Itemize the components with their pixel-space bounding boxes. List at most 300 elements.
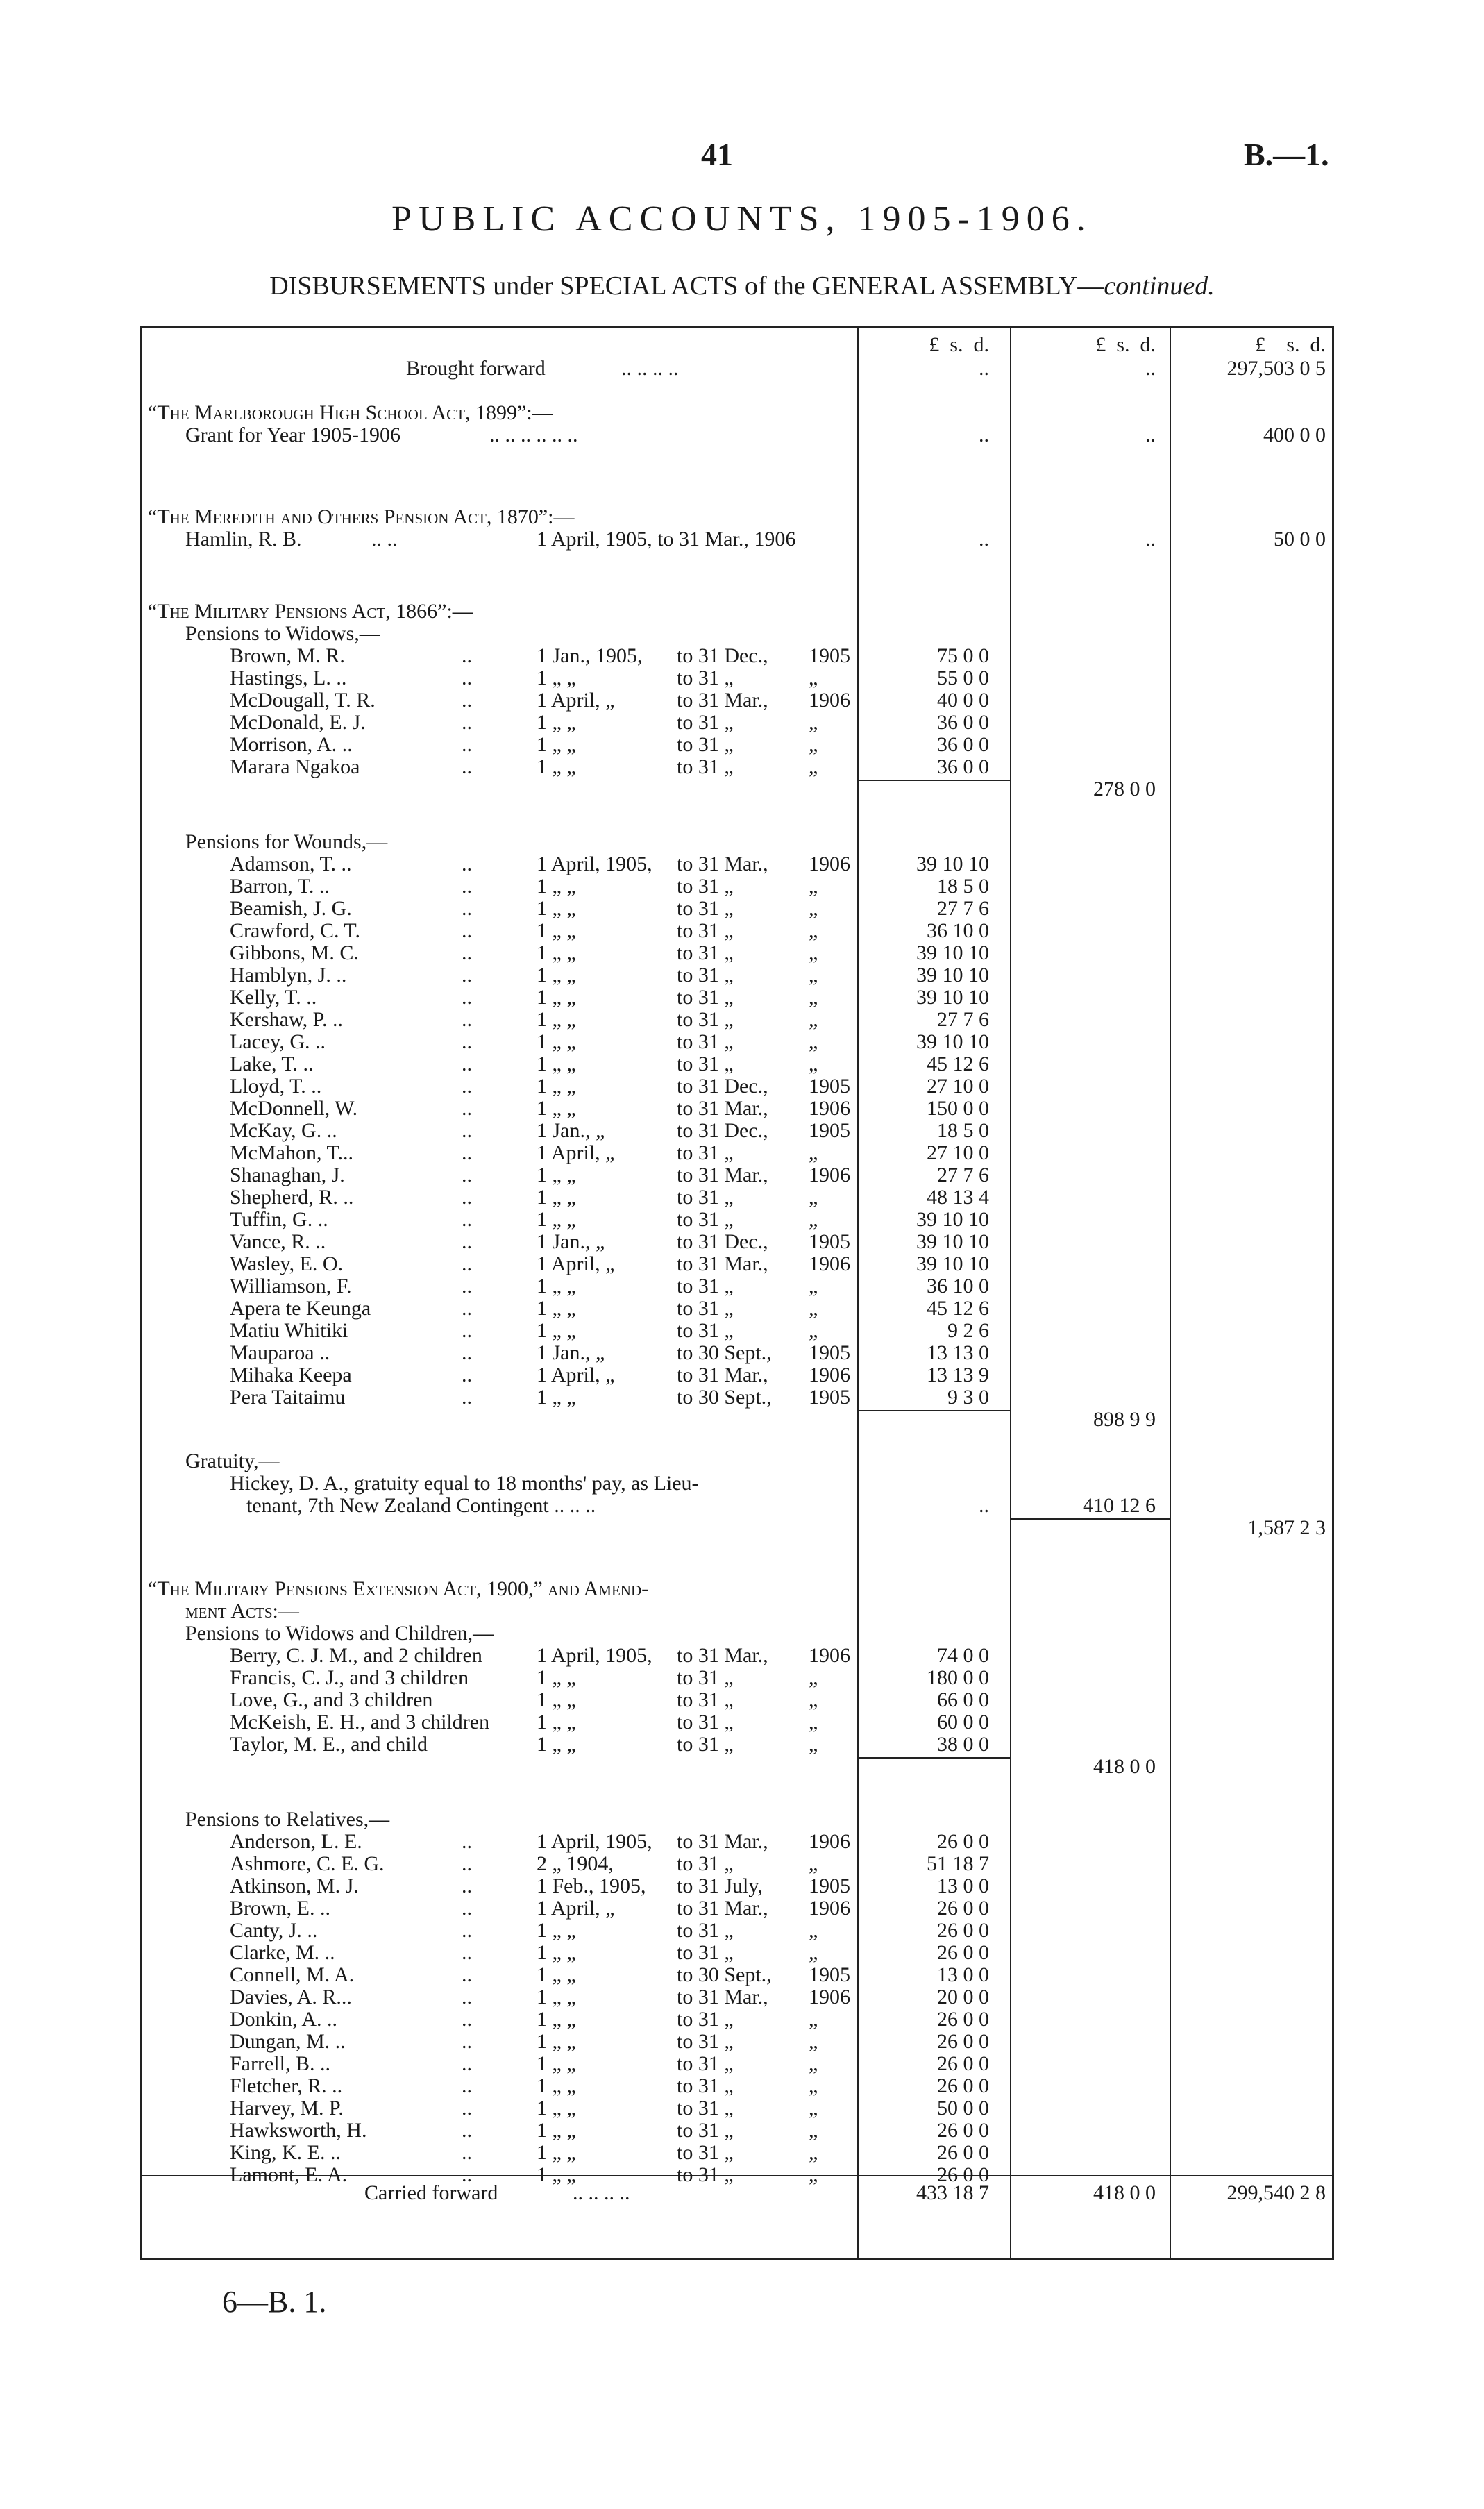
leader-dots: .. .. [371,528,398,551]
entry-name: Brown, E. .. [230,1897,330,1920]
amount-col3: 400 0 0 [1263,423,1326,446]
amount-col1: .. [979,1494,989,1517]
entry-to-date: to 31 Mar., [677,1097,768,1120]
entry-to-date: to 31 Dec., [677,1119,768,1142]
leader-dots: .. [462,755,472,778]
pension-row [142,987,1336,1009]
pension-row [142,1320,1336,1342]
amount-col1: 39 10 10 [916,1230,989,1253]
leader-dots: .. [462,1986,472,2008]
entry-to-date: to 31 „ [677,1052,734,1075]
entry-to-date: to 31 „ [677,1186,734,1209]
entry-year: „ [809,1297,818,1320]
entry-from-date: 1 „ „ [537,1208,576,1231]
amount-col1: 26 0 0 [937,2030,989,2053]
amount-col1: 13 0 0 [937,1874,989,1897]
amount-col2: .. [1145,423,1156,446]
entry-year: „ [809,2030,818,2053]
leader-dots: .. [462,1341,472,1364]
entry-year: „ [809,2097,818,2120]
entry-year: 1906 [809,1897,850,1920]
amount-col2: 418 0 0 [1093,2181,1156,2204]
entry-to-date: to 31 Mar., [677,1986,768,2008]
entry-year: „ [809,1688,818,1711]
disbursements-table [140,326,1334,2260]
entry-year: 1906 [809,1097,850,1120]
entry-name: Clarke, M. .. [230,1941,335,1964]
group-heading: Pensions to Relatives,— [185,1808,390,1831]
amount-col1: 180 0 0 [927,1666,989,1689]
amount-col1: 26 0 0 [937,2163,989,2186]
entry-to-date: to 31 „ [677,1319,734,1342]
pension-row [142,1298,1336,1320]
pension-row [142,1031,1336,1053]
entry-to-date: to 31 Mar., [677,1897,768,1920]
entry-to-date: to 31 „ [677,1297,734,1320]
entry-from-date: 1 „ „ [537,1666,576,1689]
entry-name: Fletcher, R. .. [230,2074,343,2097]
entry-year: „ [809,755,818,778]
entry-name: Hastings, L. .. [230,666,347,689]
entry-year: „ [809,1052,818,1075]
leader-dots: .. [462,919,472,942]
amount-col1: 36 0 0 [937,733,989,756]
entry-to-date: to 31 Dec., [677,644,768,667]
leader-dots: .. [462,1052,472,1075]
entry-to-date: to 31 „ [677,2141,734,2164]
entry-name: Connell, M. A. [230,1963,355,1986]
entry-from-date: 1 „ „ [537,875,576,898]
entry-from-date: 1 „ „ [537,919,576,942]
entry-from-date: 1 „ „ [537,1963,576,1986]
entry-to-date: to 31 Dec., [677,1075,768,1098]
entry-name: Davies, A. R... [230,1986,352,2008]
leader-dots: .. [462,1386,472,1409]
group-heading: Pensions to Widows,— [185,622,380,645]
entry-from-date: 1 „ „ [537,1733,576,1756]
pension-row [142,2008,1336,2031]
entry-name: Williamson, F. [230,1275,352,1298]
leader-dots: .. [462,897,472,920]
entry-to-date: to 31 „ [677,2008,734,2031]
amount-col2: .. [1145,528,1156,551]
amount-col3: 297,503 0 5 [1226,357,1326,380]
leader-dots: .. [462,733,472,756]
leader-dots: .. [462,1363,472,1386]
amount-col1: 45 12 6 [927,1297,989,1320]
entry-from-date: 1 „ „ [537,2052,576,2075]
subtotal-col2: 418 0 0 [1093,1755,1156,1778]
amount-col1: 39 10 10 [916,941,989,964]
entry-name: Brown, M. R. [230,644,345,667]
entry-year: „ [809,1141,818,1164]
entry-name: Kershaw, P. .. [230,1008,344,1031]
amount-col1: 51 18 7 [927,1852,989,1875]
pension-row [142,528,1336,551]
entry-name: McDougall, T. R. [230,689,376,712]
pension-row [142,1853,1336,1875]
gratuity-row [142,1472,1336,1495]
entry-year: „ [809,2119,818,2142]
entry-period: 1 April, 1905, to 31 Mar., 1906 [537,528,796,551]
amount-col1: 26 0 0 [937,1919,989,1942]
entry-from-date: 1 „ „ [537,1688,576,1711]
amount-col1: 39 10 10 [916,964,989,987]
document-reference: B.—1. [1244,137,1329,172]
leader-dots: .. [462,1008,472,1031]
entry-name: Barron, T. .. [230,875,330,898]
entry-from-date: 1 Jan., „ [537,1341,605,1364]
leader-dots: .. [462,1186,472,1209]
pension-row [142,1942,1336,1964]
entry-name: Vance, R. .. [230,1230,326,1253]
entry-name: Marara Ngakoa [230,755,360,778]
pence-heading: d. [1140,333,1156,356]
entry-to-date: to 31 Dec., [677,1230,768,1253]
pension-row [142,667,1336,689]
entry-year: „ [809,2052,818,2075]
entry-year: „ [809,1275,818,1298]
amount-col1: 60 0 0 [937,1711,989,1734]
entry-from-date: 1 „ „ [537,711,576,734]
leader-dots: .. [462,1852,472,1875]
entry-name: Grant for Year 1905-1906 [185,423,400,446]
entry-year: 1905 [809,1075,850,1098]
entry-name: Canty, J. .. [230,1919,318,1942]
amount-col1: 74 0 0 [937,1644,989,1667]
leader-dots: .. [462,2097,472,2120]
pension-row [142,1142,1336,1164]
entry-to-date: to 31 „ [677,711,734,734]
entry-from-date: 1 „ „ [537,1986,576,2008]
entry-to-date: to 31 „ [677,1666,734,1689]
entry-name: Shanaghan, J. [230,1164,345,1186]
entry-year: „ [809,941,818,964]
entry-to-date: to 31 „ [677,1008,734,1031]
act-heading [142,402,1336,424]
entry-year: „ [809,1711,818,1734]
amount-col1: 39 10 10 [916,1208,989,1231]
pound-heading: £ [929,333,940,356]
pence-heading: d. [973,333,989,356]
entry-to-date: to 31 „ [677,941,734,964]
entry-from-date: 1 „ „ [537,1386,576,1409]
entry-year: 1906 [809,1363,850,1386]
entry-year: „ [809,964,818,987]
leader-dots: .. [462,1097,472,1120]
amount-col1: 36 0 0 [937,711,989,734]
pension-row [142,1009,1336,1031]
leader-dots: .. [462,666,472,689]
amount-col1: 26 0 0 [937,2008,989,2031]
pension-row [142,2031,1336,2053]
act-title: “The Meredith and Others Pension Act, 1870”:— [148,505,575,528]
entry-year: „ [809,1186,818,1209]
entry-name: Hamblyn, J. .. [230,964,347,987]
entry-to-date: to 31 „ [677,733,734,756]
pension-row [142,1098,1336,1120]
col1-heading [857,334,989,356]
pension-row [142,1253,1336,1275]
entry-name: Beamish, J. G. [230,897,352,920]
entry-from-date: 1 „ „ [537,2097,576,2120]
leader-dots: .. .. .. .. [621,357,679,380]
leader-dots: .. .. .. .. [573,2181,630,2204]
leader-dots: .. [462,1941,472,1964]
entry-from-date: 1 Jan., „ [537,1230,605,1253]
pension-row [142,1645,1336,1667]
entry-year: 1905 [809,1874,850,1897]
entry-from-date: 1 „ „ [537,1075,576,1098]
amount-col1: 26 0 0 [937,2074,989,2097]
pension-row [142,1342,1336,1364]
pension-row [142,1711,1336,1734]
entry-to-date: to 31 „ [677,2030,734,2053]
entry-from-date: 1 April, „ [537,1252,615,1275]
shilling-heading: s. [1116,333,1130,356]
pension-row [142,2142,1336,2164]
entry-to-date: to 31 „ [677,1030,734,1053]
leader-dots: .. [462,1830,472,1853]
group-heading-row [142,623,1336,645]
entry-from-date: 1 „ „ [537,897,576,920]
entry-to-date: to 31 „ [677,1688,734,1711]
amount-col1: 26 0 0 [937,2119,989,2142]
entry-to-date: to 31 „ [677,986,734,1009]
entry-to-date: to 31 „ [677,1208,734,1231]
entry-from-date: 1 „ „ [537,2141,576,2164]
act-heading [142,1600,1336,1622]
entry-name: Morrison, A. .. [230,733,353,756]
entry-year: „ [809,1852,818,1875]
pension-row [142,1667,1336,1689]
gratuity-text: Hickey, D. A., gratuity equal to 18 months' pay, as Lieu- [230,1472,699,1495]
pension-row [142,2097,1336,2120]
act-title: “The Marlborough High School Act, 1899”:— [148,401,553,424]
leader-dots: .. [462,875,472,898]
entry-year: „ [809,2008,818,2031]
pension-row [142,1689,1336,1711]
entry-name: Adamson, T. .. [230,853,352,875]
leader-dots: .. [462,2052,472,2075]
page-footer: 6—B. 1. [222,2285,327,2319]
entry-name: Berry, C. J. M., and 2 children [230,1644,482,1667]
entry-from-date: 1 April, „ [537,689,615,712]
entry-name: Tuffin, G. .. [230,1208,328,1231]
entry-from-date: 1 „ „ [537,1919,576,1942]
entry-name: Lacey, G. .. [230,1030,326,1053]
pension-row [142,920,1336,942]
entry-year: „ [809,1941,818,1964]
act-heading [142,601,1336,623]
amount-col1: 48 13 4 [927,1186,989,1209]
amount-col1: 66 0 0 [937,1688,989,1711]
entry-to-date: to 31 „ [677,964,734,987]
entry-to-date: to 31 Mar., [677,1164,768,1186]
entry-name: Matiu Whitiki [230,1319,348,1342]
entry-to-date: to 30 Sept., [677,1341,772,1364]
group-heading-row [142,831,1336,853]
entry-year: 1906 [809,1644,850,1667]
group-heading-row [142,1809,1336,1831]
entry-from-date: 1 „ „ [537,1097,576,1120]
entry-year: 1905 [809,1341,850,1364]
pension-row [142,712,1336,734]
group-heading: Pensions to Widows and Children,— [185,1622,494,1645]
entry-to-date: to 31 „ [677,1711,734,1734]
pension-row [142,2075,1336,2097]
entry-from-date: 1 „ „ [537,1186,576,1209]
entry-to-date: to 31 „ [677,1275,734,1298]
pension-row [142,734,1336,756]
amount-col1: 9 2 6 [947,1319,989,1342]
entry-name: Pera Taitaimu [230,1386,346,1409]
amount-col1: 26 0 0 [937,1897,989,1920]
shilling-heading: s. [950,333,963,356]
leader-dots: .. [462,941,472,964]
amount-col1: 150 0 0 [927,1097,989,1120]
entry-from-date: 1 „ „ [537,2008,576,2031]
leader-dots: .. [462,1297,472,1320]
entry-year: 1906 [809,1164,850,1186]
entry-year: „ [809,733,818,756]
pension-row [142,1120,1336,1142]
amount-col1: 26 0 0 [937,1941,989,1964]
pension-row [142,1364,1336,1386]
amount-col1: 13 13 9 [927,1363,989,1386]
brought-forward-label: Brought forward [406,357,546,380]
group-heading-row [142,1450,1336,1472]
act-title: ment Acts:— [185,1600,299,1622]
amount-col1: 9 3 0 [947,1386,989,1409]
pension-row [142,1231,1336,1253]
entry-from-date: 1 „ „ [537,755,576,778]
leader-dots: .. [462,1319,472,1342]
subtotal-col2: 410 12 6 [1083,1494,1156,1517]
leader-dots: .. [462,2119,472,2142]
entry-name: Lake, T. .. [230,1052,314,1075]
amount-col1: 27 7 6 [937,1164,989,1186]
amount-col1: .. [979,528,989,551]
entry-from-date: 1 „ „ [537,941,576,964]
entry-from-date: 1 April, 1905, [537,853,652,875]
subtotal-row [142,1756,1336,1778]
entry-name: McKay, G. .. [230,1119,337,1142]
carried-forward-row [142,2182,1336,2204]
entry-name: McDonald, E. J. [230,711,366,734]
subtitle-continued: continued. [1104,271,1215,301]
leader-dots: .. [462,1874,472,1897]
leader-dots: .. [462,711,472,734]
entry-to-date: to 31 „ [677,1141,734,1164]
amount-col1: 40 0 0 [937,689,989,712]
leader-dots: .. .. .. .. .. .. [489,423,578,446]
amount-col1: 18 5 0 [937,875,989,898]
pension-row [142,2120,1336,2142]
entry-to-date: to 30 Sept., [677,1386,772,1409]
pension-row [142,689,1336,712]
entry-year: 1905 [809,644,850,667]
amount-col2: .. [1145,357,1156,380]
leader-dots: .. [462,2074,472,2097]
entry-from-date: 1 „ „ [537,1941,576,1964]
amount-col1: 36 10 0 [927,1275,989,1298]
entry-from-date: 1 April, „ [537,1897,615,1920]
entry-to-date: to 31 „ [677,666,734,689]
entry-year: „ [809,2163,818,2186]
amount-col1: 13 13 0 [927,1341,989,1364]
entry-year: „ [809,897,818,920]
entry-name: Donkin, A. .. [230,2008,338,2031]
pension-row [142,853,1336,875]
entry-year: „ [809,1030,818,1053]
amount-col1: 36 10 0 [927,919,989,942]
subtotal-row [142,1409,1336,1431]
entry-name: Kelly, T. .. [230,986,317,1009]
leader-dots: .. [462,2030,472,2053]
amount-col1: 18 5 0 [937,1119,989,1142]
entry-year: „ [809,1008,818,1031]
group-heading-row [142,1622,1336,1645]
pension-row [142,1964,1336,1986]
amount-col1: 27 7 6 [937,897,989,920]
entry-from-date: 1 „ „ [537,1008,576,1031]
pension-row [142,1164,1336,1186]
pence-heading: d. [1310,333,1326,356]
entry-from-date: 1 „ „ [537,1319,576,1342]
entry-name: Francis, C. J., and 3 children [230,1666,469,1689]
leader-dots: .. [462,2008,472,2031]
pension-row [142,1386,1336,1409]
entry-name: Shepherd, R. .. [230,1186,354,1209]
entry-name: Hamlin, R. B. [185,528,302,551]
amount-col1: 26 0 0 [937,2052,989,2075]
entry-year: 1906 [809,1830,850,1853]
shilling-heading: s. [1286,333,1300,356]
entry-year: „ [809,666,818,689]
leader-dots: .. [462,964,472,987]
entry-from-date: 1 „ „ [537,733,576,756]
pension-row [142,1186,1336,1209]
entry-to-date: to 31 „ [677,755,734,778]
brought-forward-row [142,358,1336,380]
leader-dots: .. [462,853,472,875]
act-title: “The Military Pensions Act, 1866”:— [148,600,473,623]
col3-heading [1177,334,1326,356]
amount-col1: 36 0 0 [937,755,989,778]
entry-to-date: to 31 Mar., [677,853,768,875]
entry-from-date: 1 „ „ [537,2074,576,2097]
entry-from-date: 1 Jan., „ [537,1119,605,1142]
leader-dots: .. [462,1141,472,1164]
entry-name: McKeish, E. H., and 3 children [230,1711,490,1734]
column-headings [142,334,1336,356]
entry-year: 1905 [809,1119,850,1142]
entry-from-date: 1 April, 1905, [537,1644,652,1667]
entry-year: „ [809,2141,818,2164]
pension-row [142,1920,1336,1942]
entry-year: „ [809,1919,818,1942]
entry-from-date: 1 Jan., 1905, [537,644,643,667]
entry-from-date: 1 „ „ [537,1275,576,1298]
entry-year: „ [809,919,818,942]
entry-to-date: to 31 Mar., [677,1644,768,1667]
entry-year: „ [809,1208,818,1231]
pound-heading: £ [1095,333,1106,356]
entry-name: Taylor, M. E., and child [230,1733,428,1756]
entry-year: 1905 [809,1386,850,1409]
entry-name: Mihaka Keepa [230,1363,352,1386]
